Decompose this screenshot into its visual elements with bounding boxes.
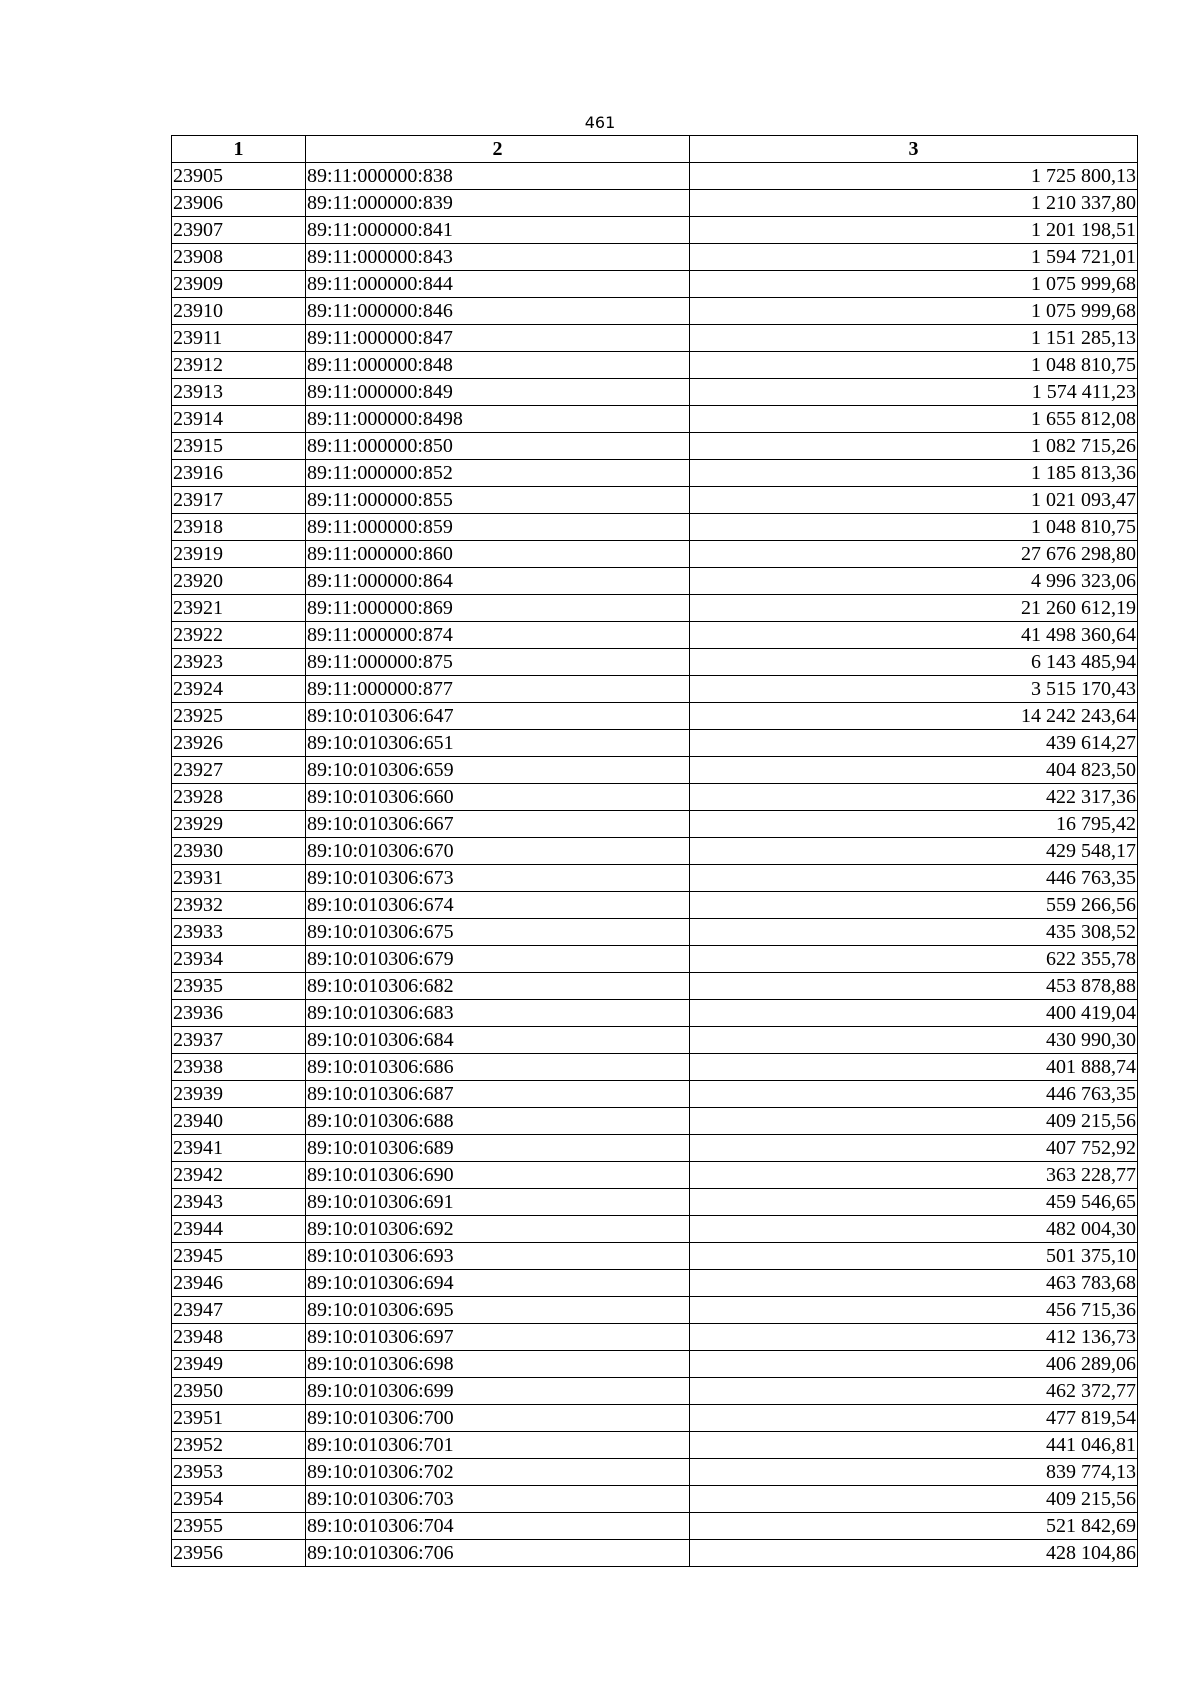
table-row <box>172 676 1138 703</box>
value-cell: 21 260 612,19 <box>690 595 1138 622</box>
row-number-cell: 23914 <box>172 406 306 433</box>
cadastral-number-cell: 89:10:010306:684 <box>306 1027 690 1054</box>
value-cell: 1 594 721,01 <box>690 244 1138 271</box>
cadastral-number-cell: 89:10:010306:694 <box>306 1270 690 1297</box>
cadastral-number-cell: 89:10:010306:673 <box>306 865 690 892</box>
table-row <box>172 1378 1138 1405</box>
table-row <box>172 811 1138 838</box>
cadastral-number-cell: 89:10:010306:674 <box>306 892 690 919</box>
column-header-3: 3 <box>690 136 1138 163</box>
cadastral-number-cell: 89:10:010306:693 <box>306 1243 690 1270</box>
table-row <box>172 1351 1138 1378</box>
row-number-cell: 23942 <box>172 1162 306 1189</box>
value-cell: 1 075 999,68 <box>690 271 1138 298</box>
table-row <box>172 892 1138 919</box>
cadastral-number-cell: 89:11:000000:846 <box>306 298 690 325</box>
row-number-cell: 23933 <box>172 919 306 946</box>
cadastral-number-cell: 89:10:010306:660 <box>306 784 690 811</box>
row-number-cell: 23924 <box>172 676 306 703</box>
row-number-cell: 23956 <box>172 1540 306 1567</box>
cadastral-number-cell: 89:11:000000:859 <box>306 514 690 541</box>
table-row <box>172 1540 1138 1567</box>
cadastral-number-cell: 89:11:000000:839 <box>306 190 690 217</box>
row-number-cell: 23938 <box>172 1054 306 1081</box>
table-row <box>172 1108 1138 1135</box>
cadastral-number-cell: 89:10:010306:682 <box>306 973 690 1000</box>
row-number-cell: 23923 <box>172 649 306 676</box>
row-number-cell: 23907 <box>172 217 306 244</box>
row-number-cell: 23935 <box>172 973 306 1000</box>
value-cell: 6 143 485,94 <box>690 649 1138 676</box>
cadastral-number-cell: 89:11:000000:874 <box>306 622 690 649</box>
row-number-cell: 23941 <box>172 1135 306 1162</box>
cadastral-number-cell: 89:11:000000:8498 <box>306 406 690 433</box>
cadastral-number-cell: 89:10:010306:670 <box>306 838 690 865</box>
table-row <box>172 190 1138 217</box>
row-number-cell: 23937 <box>172 1027 306 1054</box>
row-number-cell: 23920 <box>172 568 306 595</box>
table-row <box>172 271 1138 298</box>
column-header-1: 1 <box>172 136 306 163</box>
value-cell: 27 676 298,80 <box>690 541 1138 568</box>
row-number-cell: 23929 <box>172 811 306 838</box>
row-number-cell: 23932 <box>172 892 306 919</box>
value-cell: 439 614,27 <box>690 730 1138 757</box>
table-row <box>172 1243 1138 1270</box>
row-number-cell: 23951 <box>172 1405 306 1432</box>
value-cell: 462 372,77 <box>690 1378 1138 1405</box>
value-cell: 446 763,35 <box>690 865 1138 892</box>
row-number-cell: 23955 <box>172 1513 306 1540</box>
table-row <box>172 1297 1138 1324</box>
cadastral-number-cell: 89:11:000000:844 <box>306 271 690 298</box>
row-number-cell: 23945 <box>172 1243 306 1270</box>
cadastral-number-cell: 89:10:010306:690 <box>306 1162 690 1189</box>
table-row <box>172 298 1138 325</box>
table-row <box>172 325 1138 352</box>
value-cell: 1 574 411,23 <box>690 379 1138 406</box>
value-cell: 3 515 170,43 <box>690 676 1138 703</box>
cadastral-number-cell: 89:11:000000:841 <box>306 217 690 244</box>
table-row <box>172 1189 1138 1216</box>
table-header <box>172 136 1138 163</box>
value-cell: 1 048 810,75 <box>690 352 1138 379</box>
cadastral-number-cell: 89:10:010306:697 <box>306 1324 690 1351</box>
row-number-cell: 23939 <box>172 1081 306 1108</box>
table-row <box>172 1405 1138 1432</box>
value-cell: 4 996 323,06 <box>690 568 1138 595</box>
row-number-cell: 23916 <box>172 460 306 487</box>
cadastral-number-cell: 89:10:010306:691 <box>306 1189 690 1216</box>
row-number-cell: 23931 <box>172 865 306 892</box>
cadastral-number-cell: 89:10:010306:647 <box>306 703 690 730</box>
header-row <box>172 136 1138 163</box>
table-row <box>172 514 1138 541</box>
cadastral-number-cell: 89:10:010306:706 <box>306 1540 690 1567</box>
cadastral-number-cell: 89:10:010306:689 <box>306 1135 690 1162</box>
value-cell: 1 725 800,13 <box>690 163 1138 190</box>
table-row <box>172 541 1138 568</box>
table-row <box>172 1135 1138 1162</box>
table-row <box>172 460 1138 487</box>
table-row <box>172 568 1138 595</box>
value-cell: 453 878,88 <box>690 973 1138 1000</box>
cadastral-number-cell: 89:10:010306:688 <box>306 1108 690 1135</box>
table-row <box>172 919 1138 946</box>
table-row <box>172 1216 1138 1243</box>
cadastral-number-cell: 89:10:010306:659 <box>306 757 690 784</box>
value-cell: 406 289,06 <box>690 1351 1138 1378</box>
row-number-cell: 23948 <box>172 1324 306 1351</box>
cadastral-number-cell: 89:10:010306:687 <box>306 1081 690 1108</box>
value-cell: 409 215,56 <box>690 1486 1138 1513</box>
row-number-cell: 23953 <box>172 1459 306 1486</box>
table-row <box>172 838 1138 865</box>
row-number-cell: 23950 <box>172 1378 306 1405</box>
value-cell: 404 823,50 <box>690 757 1138 784</box>
table-row <box>172 1054 1138 1081</box>
row-number-cell: 23936 <box>172 1000 306 1027</box>
row-number-cell: 23954 <box>172 1486 306 1513</box>
value-cell: 456 715,36 <box>690 1297 1138 1324</box>
row-number-cell: 23926 <box>172 730 306 757</box>
value-cell: 477 819,54 <box>690 1405 1138 1432</box>
cadastral-number-cell: 89:11:000000:838 <box>306 163 690 190</box>
value-cell: 435 308,52 <box>690 919 1138 946</box>
row-number-cell: 23925 <box>172 703 306 730</box>
value-cell: 482 004,30 <box>690 1216 1138 1243</box>
row-number-cell: 23949 <box>172 1351 306 1378</box>
value-cell: 407 752,92 <box>690 1135 1138 1162</box>
cadastral-number-cell: 89:10:010306:698 <box>306 1351 690 1378</box>
value-cell: 1 075 999,68 <box>690 298 1138 325</box>
row-number-cell: 23930 <box>172 838 306 865</box>
cadastral-number-cell: 89:11:000000:869 <box>306 595 690 622</box>
table-row <box>172 865 1138 892</box>
table-row <box>172 1513 1138 1540</box>
row-number-cell: 23952 <box>172 1432 306 1459</box>
cadastral-number-cell: 89:11:000000:843 <box>306 244 690 271</box>
page-number: 461 <box>584 113 616 132</box>
value-cell: 14 242 243,64 <box>690 703 1138 730</box>
table-row <box>172 406 1138 433</box>
cadastral-number-cell: 89:10:010306:699 <box>306 1378 690 1405</box>
cadastral-number-cell: 89:11:000000:877 <box>306 676 690 703</box>
cadastral-number-cell: 89:11:000000:864 <box>306 568 690 595</box>
cadastral-number-cell: 89:10:010306:679 <box>306 946 690 973</box>
registry-table <box>171 135 1138 1567</box>
table-row <box>172 1270 1138 1297</box>
value-cell: 1 151 285,13 <box>690 325 1138 352</box>
table-row <box>172 1000 1138 1027</box>
table-row <box>172 730 1138 757</box>
row-number-cell: 23921 <box>172 595 306 622</box>
column-header-2: 2 <box>306 136 690 163</box>
value-cell: 412 136,73 <box>690 1324 1138 1351</box>
value-cell: 559 266,56 <box>690 892 1138 919</box>
row-number-cell: 23915 <box>172 433 306 460</box>
value-cell: 622 355,78 <box>690 946 1138 973</box>
table-row <box>172 1162 1138 1189</box>
value-cell: 441 046,81 <box>690 1432 1138 1459</box>
table-row <box>172 757 1138 784</box>
row-number-cell: 23944 <box>172 1216 306 1243</box>
table-row <box>172 1459 1138 1486</box>
table-row <box>172 487 1138 514</box>
row-number-cell: 23910 <box>172 298 306 325</box>
cadastral-number-cell: 89:11:000000:848 <box>306 352 690 379</box>
cadastral-number-cell: 89:10:010306:701 <box>306 1432 690 1459</box>
row-number-cell: 23913 <box>172 379 306 406</box>
row-number-cell: 23946 <box>172 1270 306 1297</box>
cadastral-number-cell: 89:10:010306:695 <box>306 1297 690 1324</box>
cadastral-number-cell: 89:10:010306:686 <box>306 1054 690 1081</box>
cadastral-number-cell: 89:10:010306:700 <box>306 1405 690 1432</box>
cadastral-number-cell: 89:10:010306:702 <box>306 1459 690 1486</box>
cadastral-number-cell: 89:11:000000:847 <box>306 325 690 352</box>
table-row <box>172 163 1138 190</box>
row-number-cell: 23912 <box>172 352 306 379</box>
row-number-cell: 23927 <box>172 757 306 784</box>
value-cell: 430 990,30 <box>690 1027 1138 1054</box>
table-row <box>172 352 1138 379</box>
cadastral-number-cell: 89:11:000000:852 <box>306 460 690 487</box>
table-row <box>172 703 1138 730</box>
cadastral-number-cell: 89:11:000000:849 <box>306 379 690 406</box>
value-cell: 521 842,69 <box>690 1513 1138 1540</box>
row-number-cell: 23909 <box>172 271 306 298</box>
row-number-cell: 23922 <box>172 622 306 649</box>
table-row <box>172 1432 1138 1459</box>
table-row <box>172 649 1138 676</box>
row-number-cell: 23911 <box>172 325 306 352</box>
row-number-cell: 23919 <box>172 541 306 568</box>
value-cell: 363 228,77 <box>690 1162 1138 1189</box>
cadastral-number-cell: 89:11:000000:850 <box>306 433 690 460</box>
row-number-cell: 23905 <box>172 163 306 190</box>
row-number-cell: 23947 <box>172 1297 306 1324</box>
cadastral-number-cell: 89:10:010306:704 <box>306 1513 690 1540</box>
table-row <box>172 1486 1138 1513</box>
cadastral-number-cell: 89:10:010306:703 <box>306 1486 690 1513</box>
row-number-cell: 23940 <box>172 1108 306 1135</box>
value-cell: 1 201 198,51 <box>690 217 1138 244</box>
value-cell: 1 185 813,36 <box>690 460 1138 487</box>
cadastral-number-cell: 89:10:010306:675 <box>306 919 690 946</box>
cadastral-number-cell: 89:10:010306:683 <box>306 1000 690 1027</box>
row-number-cell: 23906 <box>172 190 306 217</box>
table-body <box>172 163 1138 1567</box>
value-cell: 41 498 360,64 <box>690 622 1138 649</box>
cadastral-number-cell: 89:10:010306:692 <box>306 1216 690 1243</box>
table-row <box>172 379 1138 406</box>
row-number-cell: 23917 <box>172 487 306 514</box>
row-number-cell: 23908 <box>172 244 306 271</box>
row-number-cell: 23943 <box>172 1189 306 1216</box>
value-cell: 400 419,04 <box>690 1000 1138 1027</box>
value-cell: 463 783,68 <box>690 1270 1138 1297</box>
cadastral-number-cell: 89:10:010306:651 <box>306 730 690 757</box>
cadastral-number-cell: 89:11:000000:855 <box>306 487 690 514</box>
cadastral-number-cell: 89:11:000000:875 <box>306 649 690 676</box>
value-cell: 459 546,65 <box>690 1189 1138 1216</box>
table-row <box>172 622 1138 649</box>
value-cell: 1 655 812,08 <box>690 406 1138 433</box>
value-cell: 401 888,74 <box>690 1054 1138 1081</box>
value-cell: 429 548,17 <box>690 838 1138 865</box>
value-cell: 16 795,42 <box>690 811 1138 838</box>
row-number-cell: 23918 <box>172 514 306 541</box>
table-row <box>172 1027 1138 1054</box>
cadastral-number-cell: 89:10:010306:667 <box>306 811 690 838</box>
value-cell: 501 375,10 <box>690 1243 1138 1270</box>
table-row <box>172 1081 1138 1108</box>
table-row <box>172 217 1138 244</box>
row-number-cell: 23928 <box>172 784 306 811</box>
table-row <box>172 784 1138 811</box>
table-row <box>172 244 1138 271</box>
table-row <box>172 946 1138 973</box>
table-row <box>172 973 1138 1000</box>
value-cell: 422 317,36 <box>690 784 1138 811</box>
value-cell: 1 210 337,80 <box>690 190 1138 217</box>
row-number-cell: 23934 <box>172 946 306 973</box>
value-cell: 446 763,35 <box>690 1081 1138 1108</box>
value-cell: 1 082 715,26 <box>690 433 1138 460</box>
value-cell: 428 104,86 <box>690 1540 1138 1567</box>
table-row <box>172 433 1138 460</box>
table-row <box>172 1324 1138 1351</box>
table-row <box>172 595 1138 622</box>
value-cell: 1 021 093,47 <box>690 487 1138 514</box>
value-cell: 409 215,56 <box>690 1108 1138 1135</box>
value-cell: 1 048 810,75 <box>690 514 1138 541</box>
value-cell: 839 774,13 <box>690 1459 1138 1486</box>
cadastral-number-cell: 89:11:000000:860 <box>306 541 690 568</box>
